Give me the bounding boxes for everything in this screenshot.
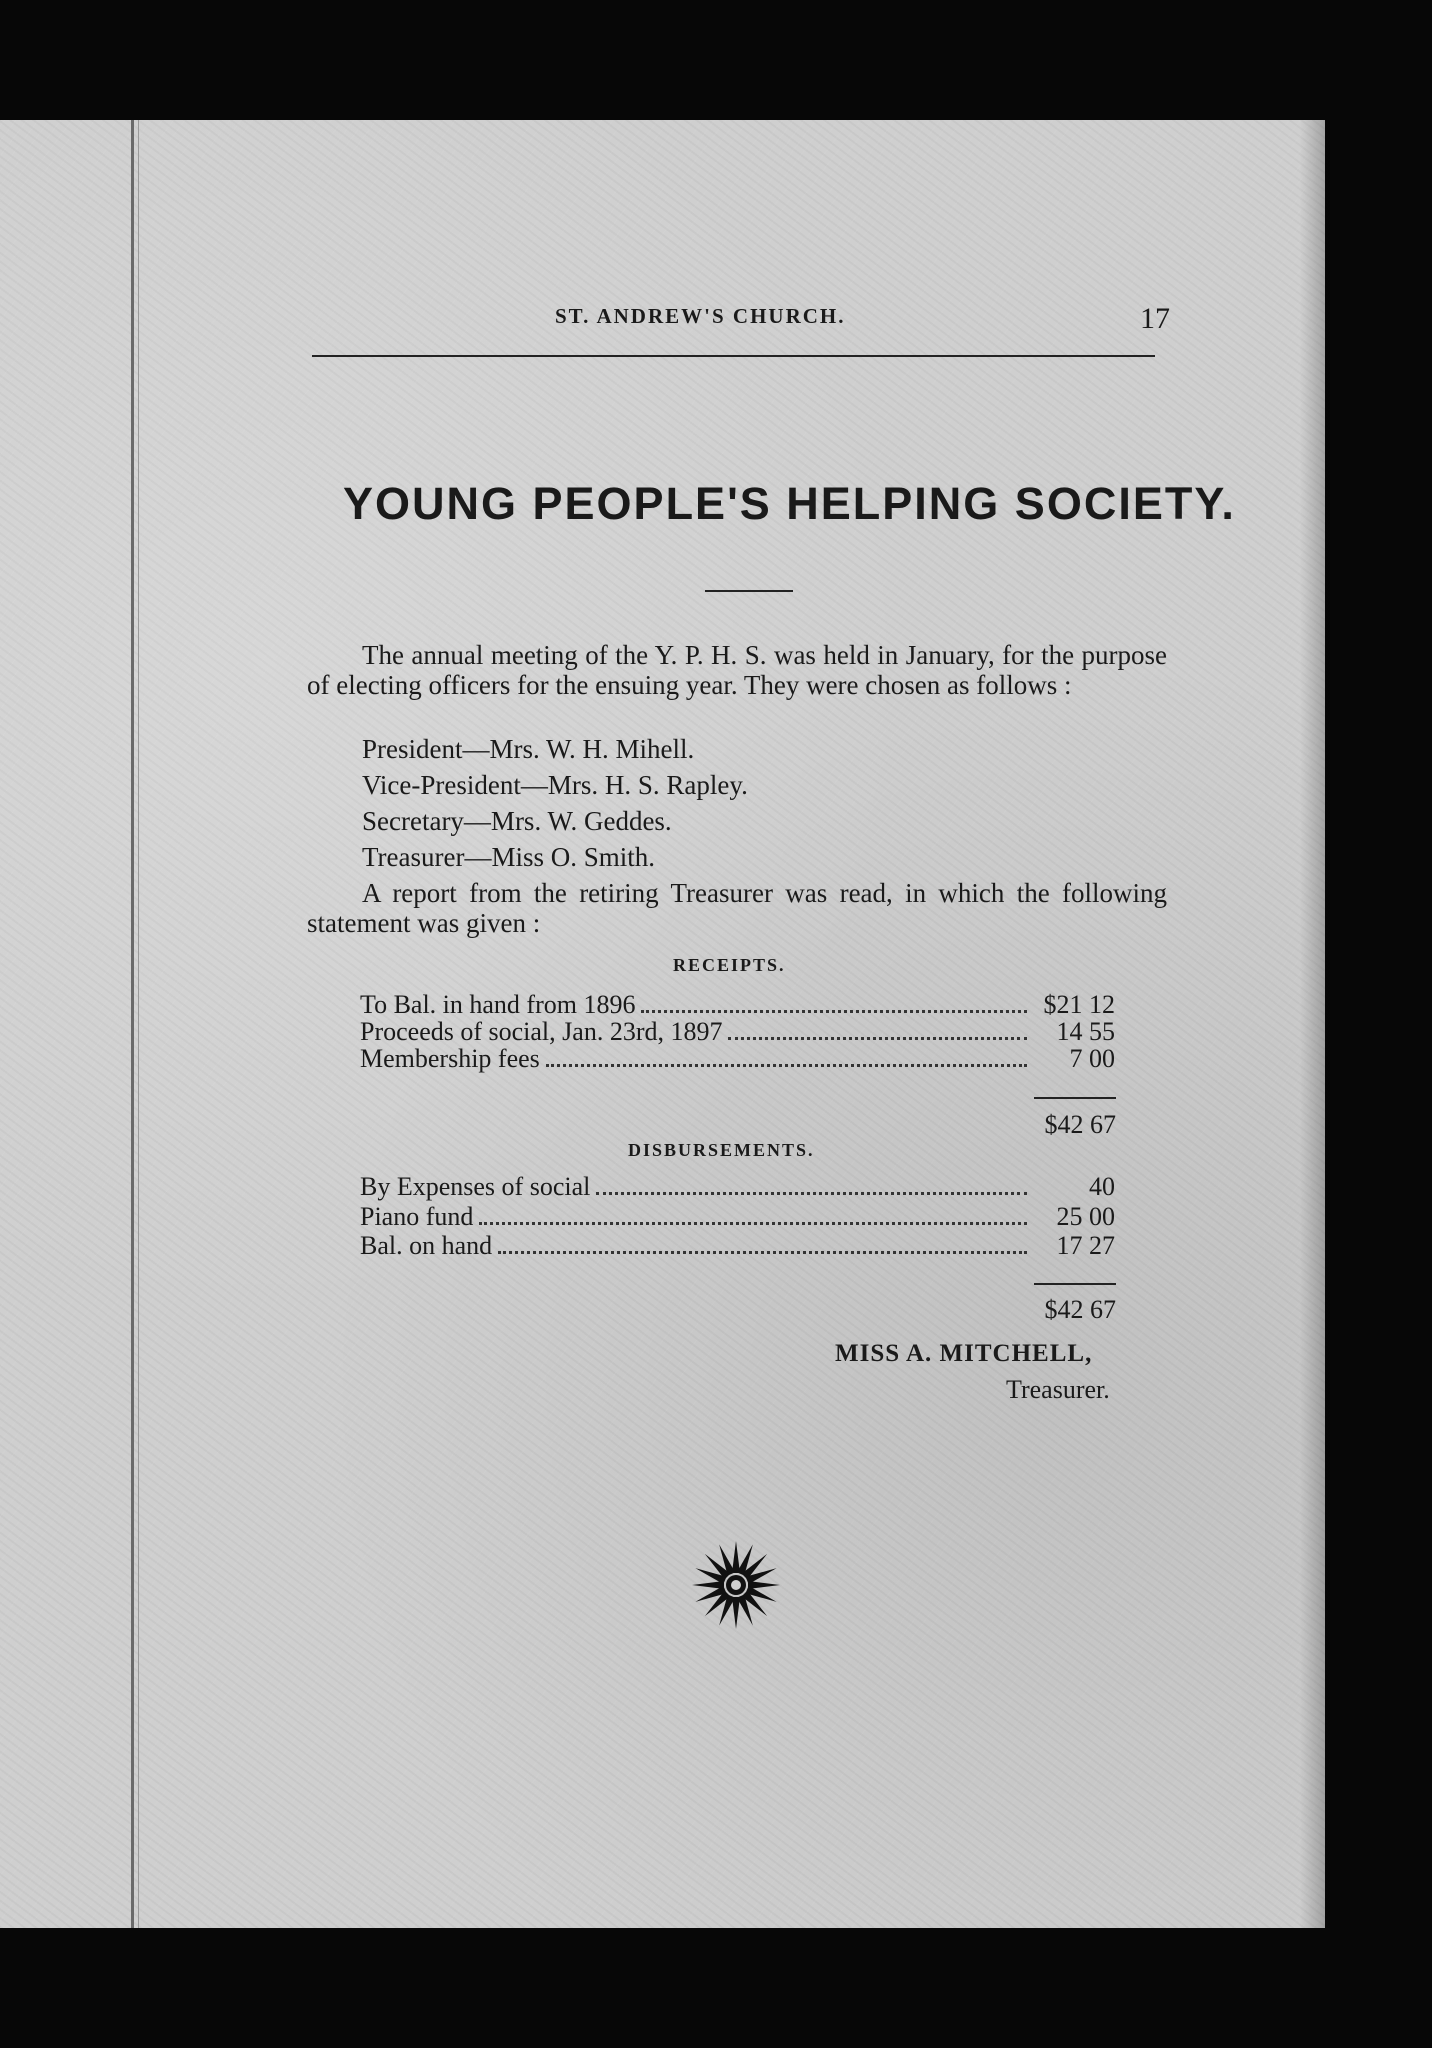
leader-dots (728, 1037, 1027, 1040)
disbursements-row (360, 1231, 1115, 1261)
receipts-total: $42 67 (1044, 1110, 1116, 1139)
receipts-heading: RECEIPTS. (673, 955, 786, 975)
page-edge-shadow (1300, 120, 1330, 1928)
receipts-row (360, 1044, 1115, 1074)
receipt-amount: $21 12 (1043, 990, 1115, 1019)
receipt-label: Proceeds of social, Jan. 23rd, 1897 (360, 1017, 723, 1046)
officer-vice-president: Vice-President—Mrs. H. S. Rapley. (362, 770, 748, 800)
disbursements-row (360, 1172, 1115, 1202)
page-fold-line (131, 120, 134, 1928)
page-number: 17 (1140, 302, 1170, 335)
disbursement-label: By Expenses of social (360, 1172, 591, 1201)
disbursement-label: Piano fund (360, 1202, 474, 1231)
receipt-label: Membership fees (360, 1044, 540, 1073)
officer-president: President—Mrs. W. H. Mihell. (362, 734, 695, 764)
disbursements-total: $42 67 (1044, 1295, 1116, 1324)
header-rule (312, 355, 1155, 357)
officer-secretary: Secretary—Mrs. W. Geddes. (362, 806, 672, 836)
leader-dots (641, 1010, 1027, 1013)
receipts-row (360, 990, 1115, 1020)
disbursements-row (360, 1202, 1115, 1232)
page-fold-line-secondary (138, 120, 139, 1928)
receipt-amount: 7 00 (1069, 1044, 1115, 1073)
leader-dots (546, 1064, 1027, 1067)
receipt-label: To Bal. in hand from 1896 (360, 990, 636, 1019)
disbursement-amount: 17 27 (1056, 1231, 1115, 1260)
leader-dots (479, 1222, 1027, 1225)
disbursements-total-rule (1034, 1283, 1116, 1285)
report-paragraph: A report from the retiring Treasurer was read, in which the following statement was given : (307, 878, 1167, 938)
receipts-total-rule (1034, 1097, 1116, 1099)
receipt-amount: 14 55 (1056, 1017, 1115, 1046)
disbursement-amount: 25 00 (1056, 1202, 1115, 1231)
intro-paragraph: The annual meeting of the Y. P. H. S. was held in January, for the purpose of electing officers for the ensuing year. They were chosen as follows : (307, 640, 1167, 700)
leader-dots (596, 1192, 1027, 1195)
receipts-row (360, 1017, 1115, 1047)
signatory-name: MISS A. MITCHELL, (835, 1340, 1093, 1367)
disbursement-label: Bal. on hand (360, 1231, 493, 1260)
running-head: ST. ANDREW'S CHURCH. (555, 304, 846, 328)
disbursement-amount: 40 (1089, 1172, 1115, 1201)
leader-dots (498, 1251, 1027, 1254)
title-divider (705, 590, 793, 592)
page-title: YOUNG PEOPLE'S HELPING SOCIETY. (343, 478, 1236, 529)
officer-treasurer: Treasurer—Miss O. Smith. (362, 842, 656, 872)
starburst-ornament-icon (688, 1537, 784, 1633)
disbursements-heading: DISBURSEMENTS. (628, 1140, 815, 1160)
signatory-title: Treasurer. (1006, 1375, 1110, 1404)
